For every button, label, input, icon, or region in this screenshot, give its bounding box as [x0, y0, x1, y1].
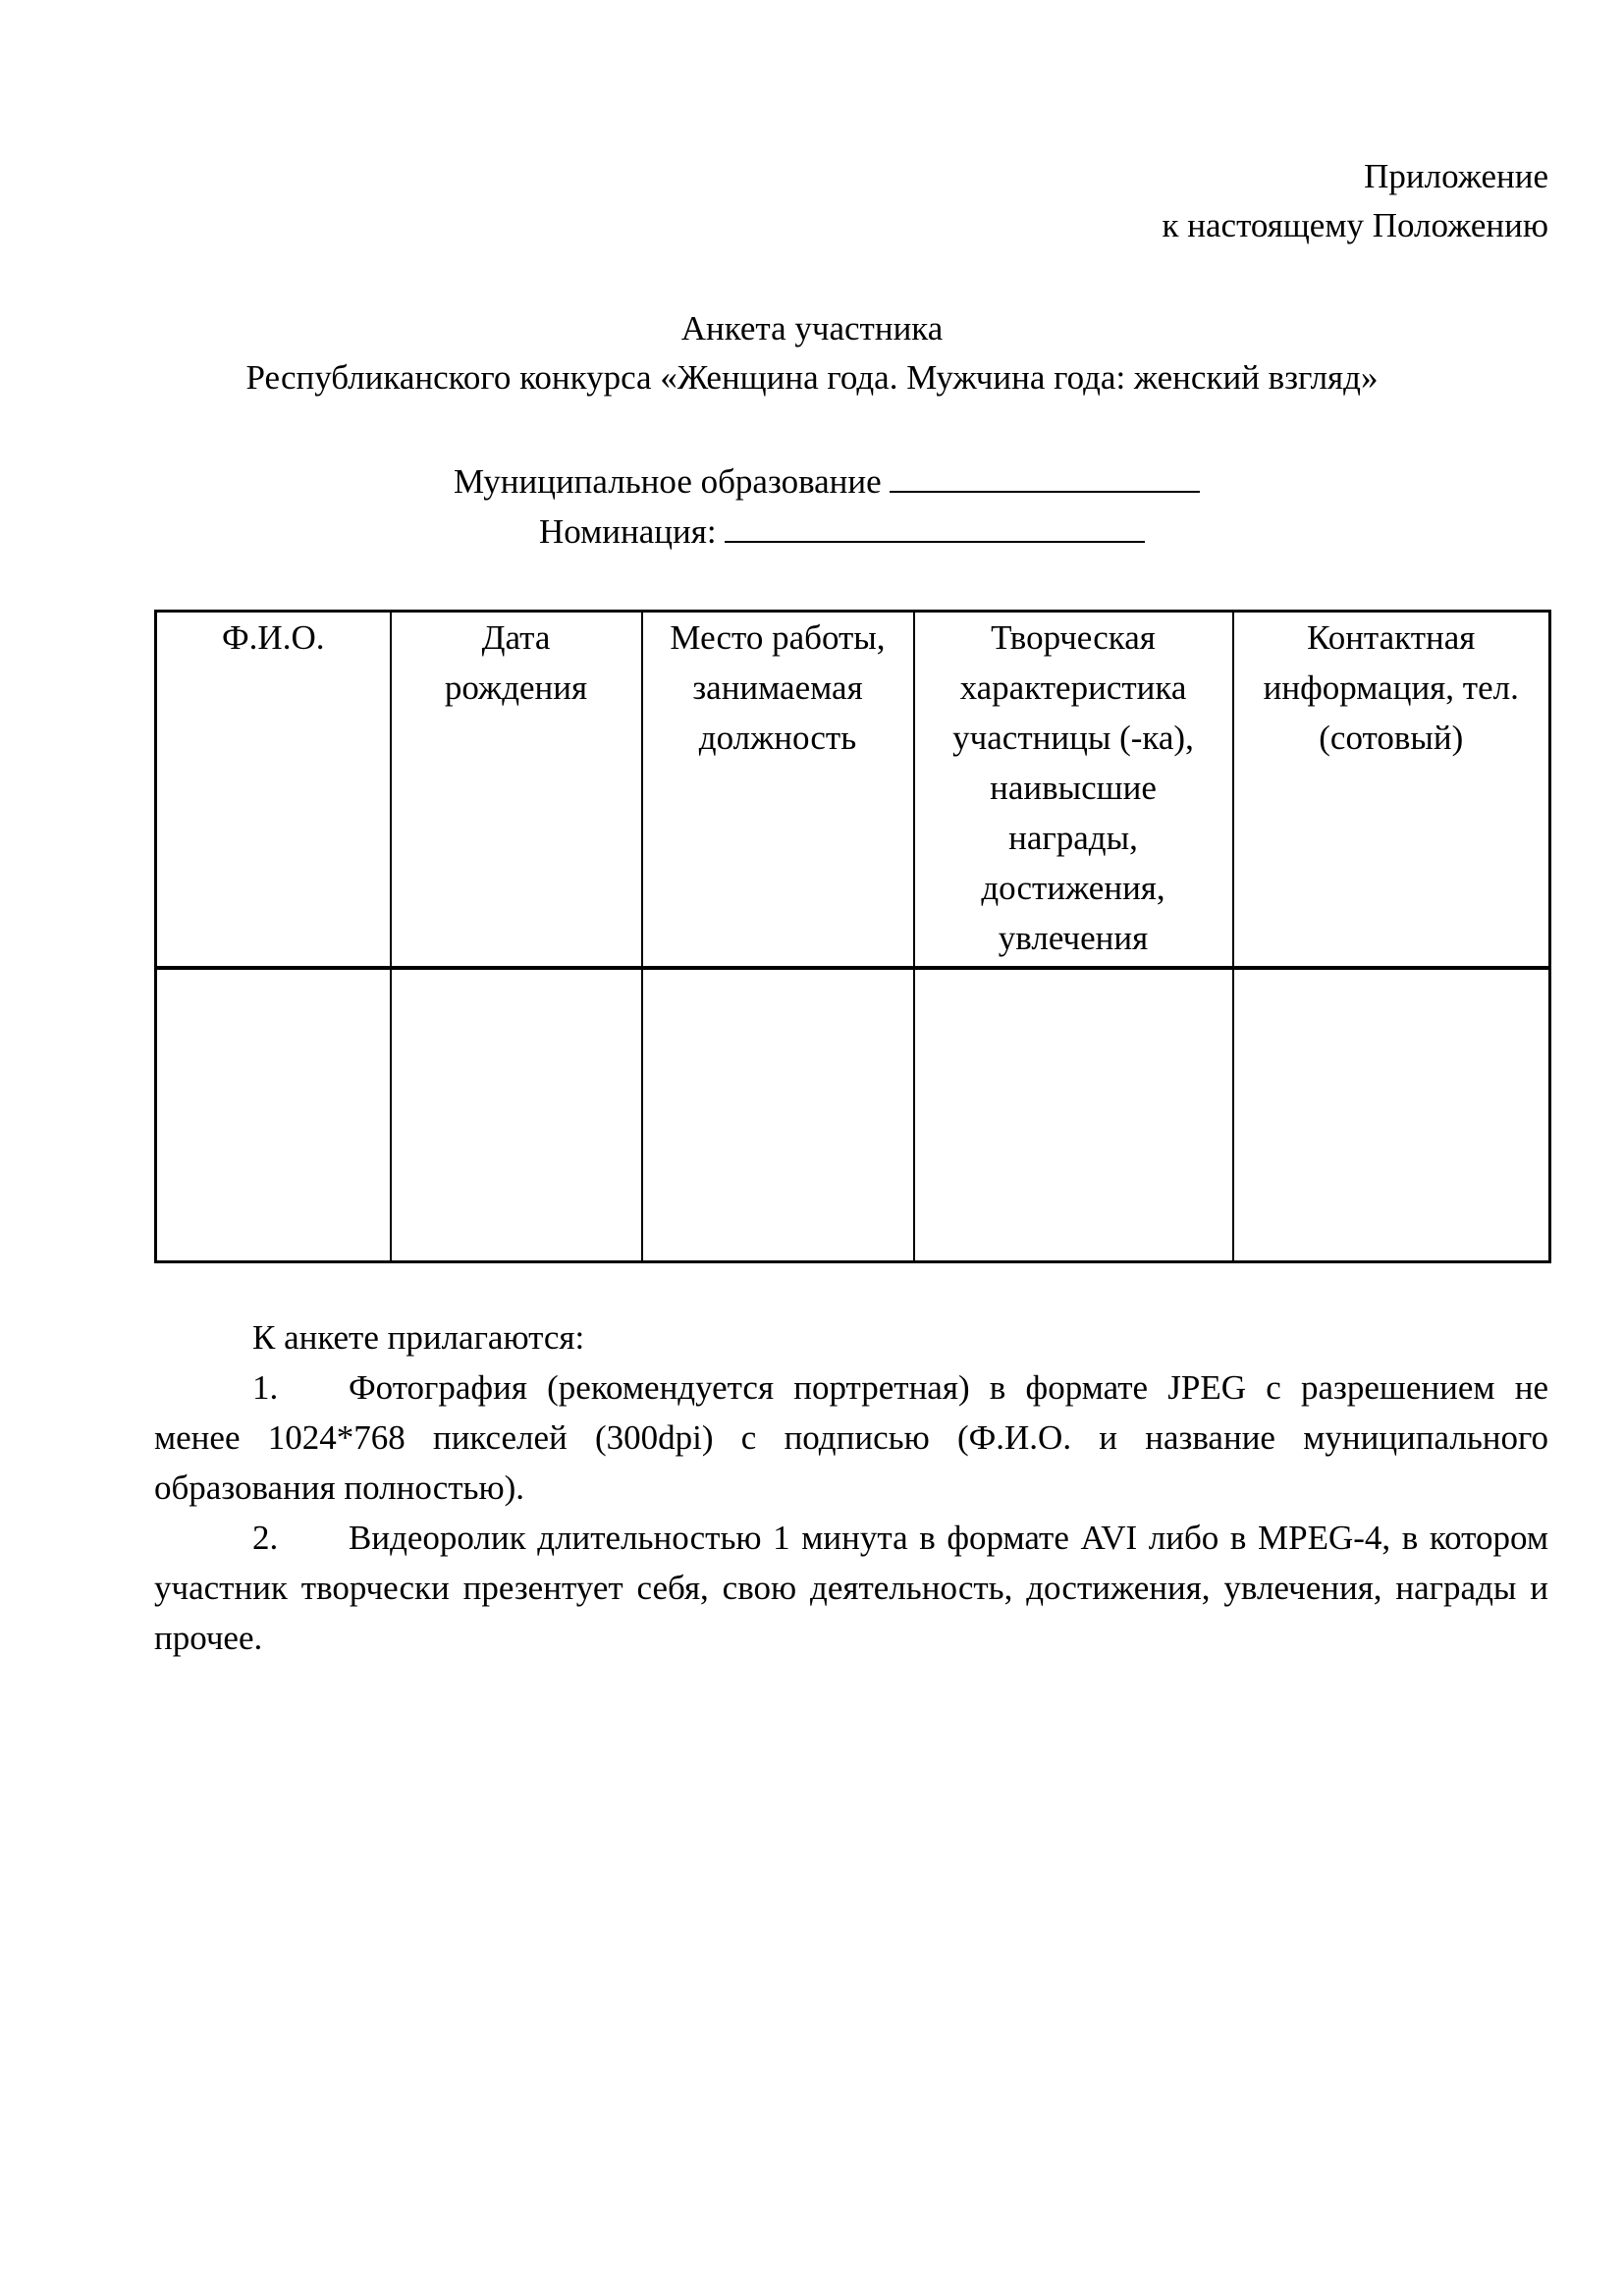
attachment-text: Видеоролик длительностью 1 минута в формате AVI либо в MPEG-4, в котором участник творчески презентует себя, свою деятельность, достижения, увлечения, награды и прочее. [154, 1519, 1548, 1657]
cell-full-name[interactable] [156, 968, 391, 1262]
nomination-label: Номинация: [539, 512, 717, 551]
municipality-field [454, 456, 1200, 507]
header-text: достижения, [981, 869, 1165, 907]
attachment-number: 1. [252, 1368, 279, 1407]
title-line-2: Республиканского конкурса «Женщина года. Мужчина года: женский взгляд» [245, 358, 1379, 397]
attachment-item-2 [154, 1513, 1548, 1663]
attachments-section [154, 1312, 1548, 1663]
form-title [0, 304, 1624, 402]
header-text: участницы (-ка), [952, 719, 1194, 757]
attachment-number: 2. [252, 1519, 279, 1557]
appendix-line-2: к настоящему Положению [1162, 206, 1548, 244]
header-text: информация, тел. [1263, 668, 1519, 707]
attachment-item-1 [154, 1362, 1548, 1513]
attachments-heading: К анкете прилагаются: [252, 1318, 585, 1357]
nomination-field [539, 507, 1145, 557]
cell-creative-profile[interactable] [914, 968, 1233, 1262]
header-contact-info [1233, 612, 1550, 969]
header-full-name [156, 612, 391, 969]
municipality-label: Муниципальное образование [454, 462, 882, 501]
appendix-caption [1163, 152, 1548, 250]
header-text: должность [698, 719, 857, 757]
header-text: наивысшие [990, 769, 1157, 807]
municipality-blank[interactable] [890, 459, 1200, 493]
header-text: награды, [1008, 819, 1138, 857]
header-text: Дата [481, 618, 551, 657]
header-text: Место работы, [670, 618, 886, 657]
header-text: увлечения [998, 919, 1149, 957]
header-text: занимаемая [692, 668, 863, 707]
cell-workplace[interactable] [642, 968, 914, 1262]
cell-birth-date[interactable] [391, 968, 642, 1262]
appendix-line-1: Приложение [1364, 157, 1548, 195]
header-workplace [642, 612, 914, 969]
header-text: (сотовый) [1319, 719, 1464, 757]
header-text: характеристика [959, 668, 1187, 707]
attachment-text: Фотография (рекомендуется портретная) в формате JPEG с разрешением не менее 1024*768 пикселей (300dpi) с подписью (Ф.И.О. и название муниципального образования полностью). [154, 1368, 1548, 1507]
header-text: рождения [444, 668, 588, 707]
table-header-row [156, 612, 1550, 969]
header-text: Контактная [1307, 618, 1476, 657]
header-text: Творческая [991, 618, 1156, 657]
nomination-blank[interactable] [725, 509, 1145, 543]
participant-table [154, 610, 1551, 1263]
table-row [156, 968, 1550, 1262]
title-line-1: Анкета участника [680, 309, 944, 347]
cell-contact-info[interactable] [1233, 968, 1550, 1262]
header-birth-date [391, 612, 642, 969]
header-text: Ф.И.О. [222, 618, 325, 657]
header-creative-profile [914, 612, 1233, 969]
